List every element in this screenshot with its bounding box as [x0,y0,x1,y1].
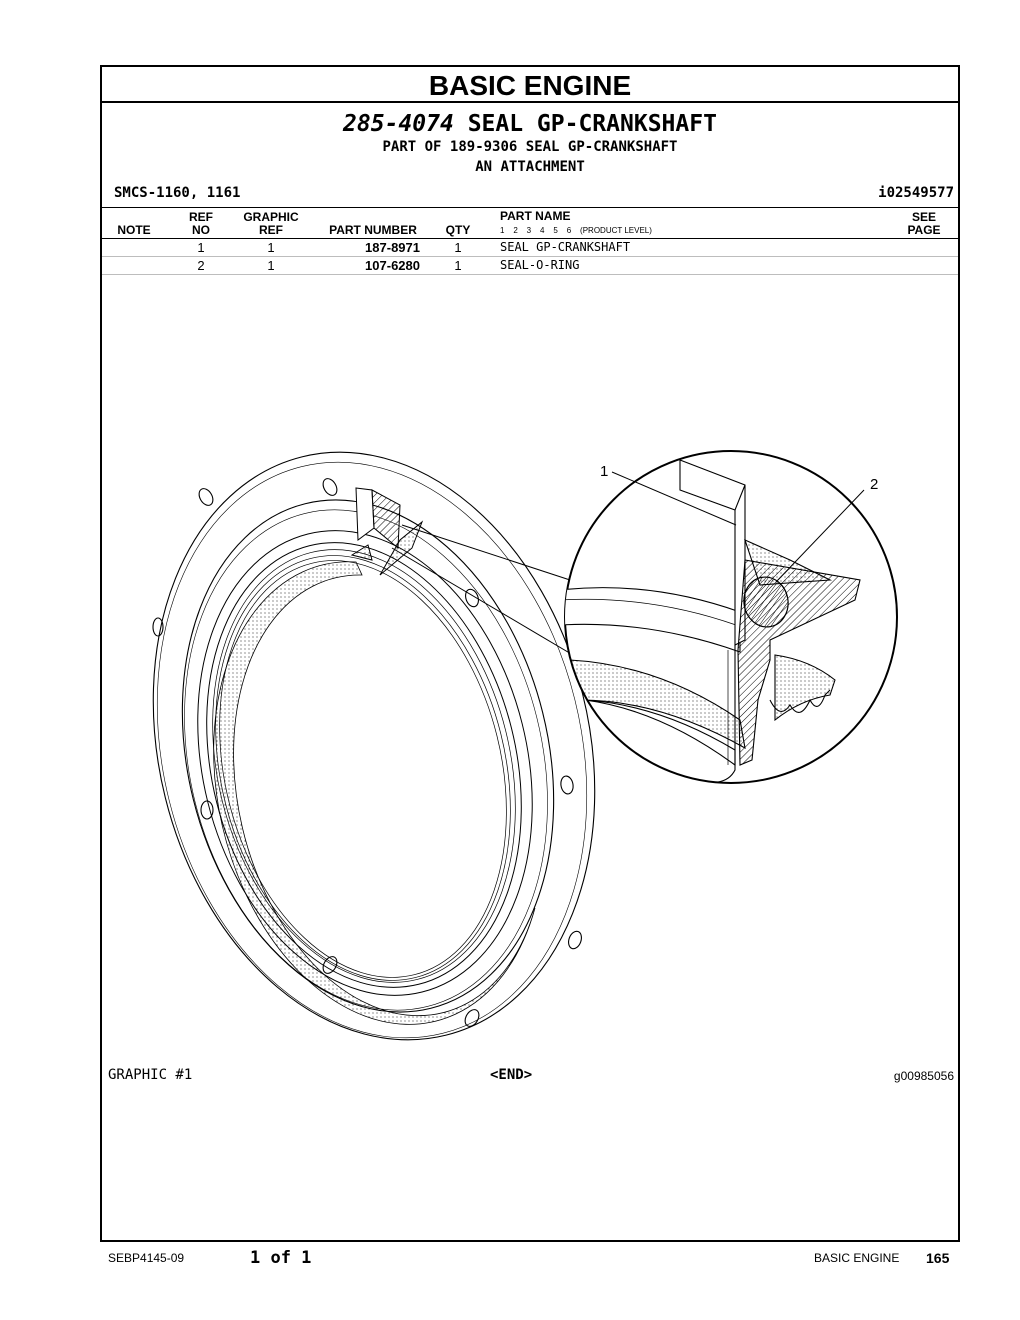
header-part-name: PART NAME [500,209,571,223]
header-ref-bottom: NO [192,223,210,237]
callout-2: 2 [870,476,879,493]
row2-graphic-ref: 1 [267,258,275,273]
group-name: SEAL GP-CRANKSHAFT [467,111,717,137]
footer-document-number: SEBP4145-09 [108,1251,185,1265]
row2-part-name: SEAL-O-RING [500,258,580,272]
row2-qty: 1 [454,258,462,273]
illustration-id: i02549577 [878,185,954,201]
graphic-id: g00985056 [893,1069,954,1083]
row1-part-name: SEAL GP-CRANKSHAFT [500,240,631,254]
row1-part-number: 187-8971 [365,240,420,255]
footer-page-of: 1 of 1 [250,1248,312,1268]
row2-part-number: 107-6280 [365,258,420,273]
footer-section: BASIC ENGINE [814,1251,900,1265]
header-see-top: SEE [911,210,936,224]
end-marker: <END> [490,1067,533,1083]
group-number: 285-4074 [343,111,454,137]
product-levels: 1 2 3 4 5 6 (PRODUCT LEVEL) [500,226,652,235]
page-frame [100,65,960,1242]
header-graphic-bottom: REF [259,223,283,237]
attachment-line: AN ATTACHMENT [475,159,585,175]
table-top-rule [102,207,958,208]
smcs-codes: SMCS-1160, 1161 [114,185,241,201]
callout-1: 1 [600,463,609,480]
header-ref-top: REF [189,210,213,224]
section-title: BASIC ENGINE [102,67,958,103]
group-title [102,111,958,137]
graphic-label: GRAPHIC #1 [108,1067,193,1083]
part-of-line: PART OF 189-9306 SEAL GP-CRANKSHAFT [382,139,678,155]
header-qty: QTY [445,223,471,237]
header-part-number: PART NUMBER [329,223,417,237]
row1-graphic-ref: 1 [267,240,275,255]
header-graphic-top: GRAPHIC [243,210,299,224]
row2-ref: 2 [197,258,205,273]
table-bottom-rule [102,274,958,275]
row1-ref: 1 [197,240,205,255]
header-note: NOTE [117,223,151,237]
row1-qty: 1 [454,240,462,255]
footer-page-number: 165 [926,1250,950,1266]
header-see-bottom: PAGE [907,223,941,237]
